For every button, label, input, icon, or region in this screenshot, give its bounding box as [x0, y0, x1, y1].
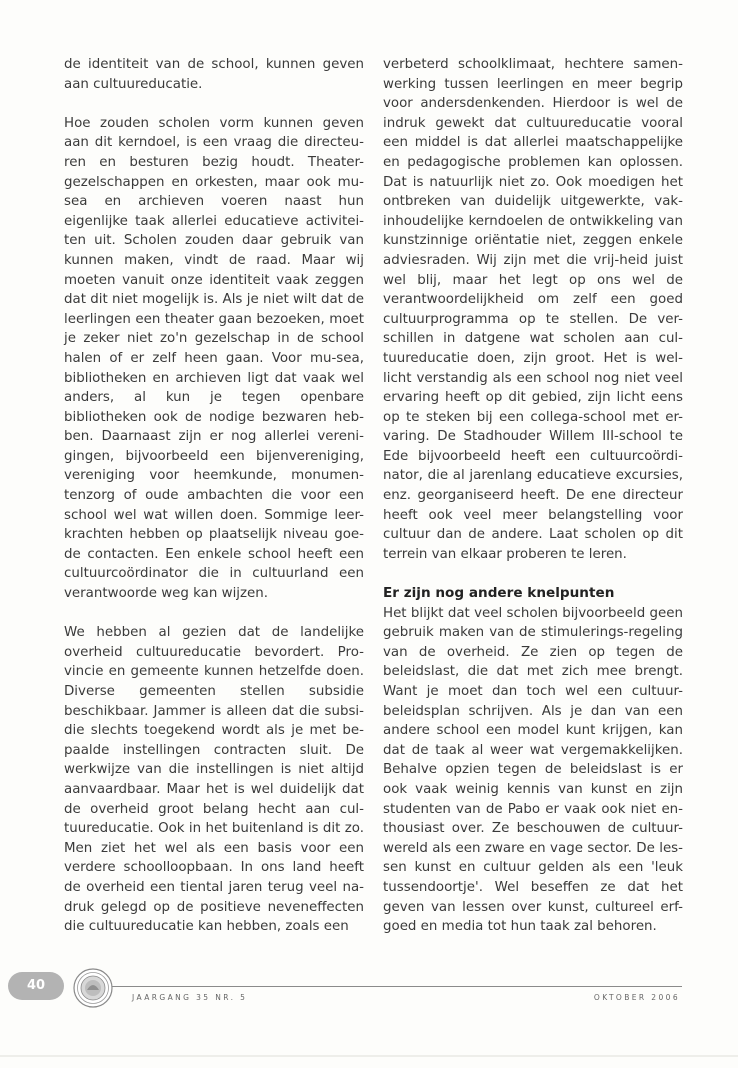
paragraph: Hoe zouden scholen vorm kunnen geven aan dit kerndoel, is een vraag die directeu-ren en besturen bezig houdt. Theater-gezelschappen en orkesten, maar ook mu-sea en archieven voeren naast hun eigenlijke taak allerlei educatieve activitei-ten uit. Scholen zouden daar gebruik van kunnen maken, vindt de raad. Maar wij moeten vanuit onze identiteit vaak zeggen dat dit niet mogelijk is. Als je niet wilt dat de leerlingen een theater gaan bezoeken, moet je zeker niet zo'n gezelschap in de school halen of er zelf heen gaan. Voor mu-sea, bibliotheken en archieven ligt dat vaak wel anders, al kun je tegen openbare bibliotheken ook de nodige bezwaren heb-ben. Daarnaast zijn er nog allerlei vereni-gingen, bijvoorbeeld een bijenvereniging, vereniging voor heemkunde, monumen-tenzorg of oude ambachten die voor een school wel wat willen doen. Sommige leer-krachten hebben op plaatselijk niveau goe-de contacten. Een enkele school heeft een cultuurcoördinator die in cultuurland een verantwoorde weg kan wijzen. [64, 115, 364, 602]
paragraph: Het blijkt dat veel scholen bijvoorbeeld geen gebruik maken van de stimulerings-regeling van de overheid. Ze zien op tegen de beleidslast, die dat met zich mee brengt. Want je moet dan toch wel een cultuur-beleidsplan schrijven. Als je dan van een andere school een model kunt krijgen, kan dat de taak al weer wat vergemakkelijken. Behalve opzien tegen de beleidslast is er ook vaak weinig kennis van kunst en zijn studenten van de Pabo er vaak ook niet en-thousiast over. Ze beschouwen de cultuur-wereld als een zware en vage sector. De les-sen kunst en cultuur gelden als een 'leuk tussendoortje'. Wel beseffen ze dat het geven van lessen over kunst, cultureel erf-goed en media tot hun taak zal behoren. [383, 605, 683, 935]
paragraph: de identiteit van de school, kunnen geven aan cultuureducatie. [64, 57, 364, 92]
footer-rule [112, 986, 682, 987]
page-footer [0, 968, 738, 1028]
page-number: 40 [8, 972, 64, 1000]
section-heading: Er zijn nog andere knelpunten [383, 585, 615, 602]
paragraph: verbeterd schoolklimaat, hechtere samen-werking tussen leerlingen en meer begrip voor andersdenkenden. Hierdoor is wel de indruk gewekt dat cultuureducatie vooral een middel is dat allerlei maatschappelijke en pedagogische problemen kan oplossen. Dat is natuurlijk niet zo. Ook moedigen het ontbreken van duidelijk uitgewerkte, vak-inhoudelijke kerndoelen de ontwikkeling van kunstzinnige oriëntatie niet, zeggen enkele adviesraden. Wij zijn met die vrij-heid juist wel blij, maar het legt op ons wel de verantwoordelijkheid om zelf een goed cultuurprogramma op te stellen. De ver-schillen in datgene wat scholen aan cul-tuureducatie doen, zijn groot. Het is wel-licht verstandig als een school nog niet veel ervaring heeft op dit gebied, zijn licht eens op te steken bij een collega-school met er-varing. De Stadhouder Willem III-school te Ede bijvoorbeeld heeft een cultuurcoördi-nator, die al jarenlang educatieve excursies, enz. georganiseerd heeft. De ene directeur heeft ook veel meer belangstelling voor cultuur dan de andere. Laat scholen op dit terrein van elkaar proberen te leren. [383, 57, 683, 562]
journal-issue: JAARGANG 35 NR. 5 [132, 993, 248, 1002]
paragraph: We hebben al gezien dat de landelijke overheid cultuureducatie bevordert. Pro-vincie en gemeente kunnen hetzelfde doen. Diverse gemeenten stellen subsidie beschikbaar. Jammer is alleen dat die subsi-die slechts toegekend wordt als je met be-paalde instellingen contracten sluit. De werkwijze van die instellingen is niet altijd aanvaardbaar. Maar het is wel duidelijk dat de overheid groot belang hecht aan cul-tuureducatie. Ook in het buitenland is dit zo. Men ziet het wel als een basis voor een verdere schoolloopbaan. In ons land heeft de overheid een tiental jaren terug veel na-druk gelegd op de positieve neveneffecten die cultuureducatie kan hebben, zoals een [64, 625, 364, 935]
issue-date: OKTOBER 2006 [593, 993, 680, 1002]
right-column [383, 55, 683, 956]
seal-emblem-icon [73, 968, 113, 1008]
page-edge [0, 1055, 738, 1057]
left-column [64, 55, 364, 956]
